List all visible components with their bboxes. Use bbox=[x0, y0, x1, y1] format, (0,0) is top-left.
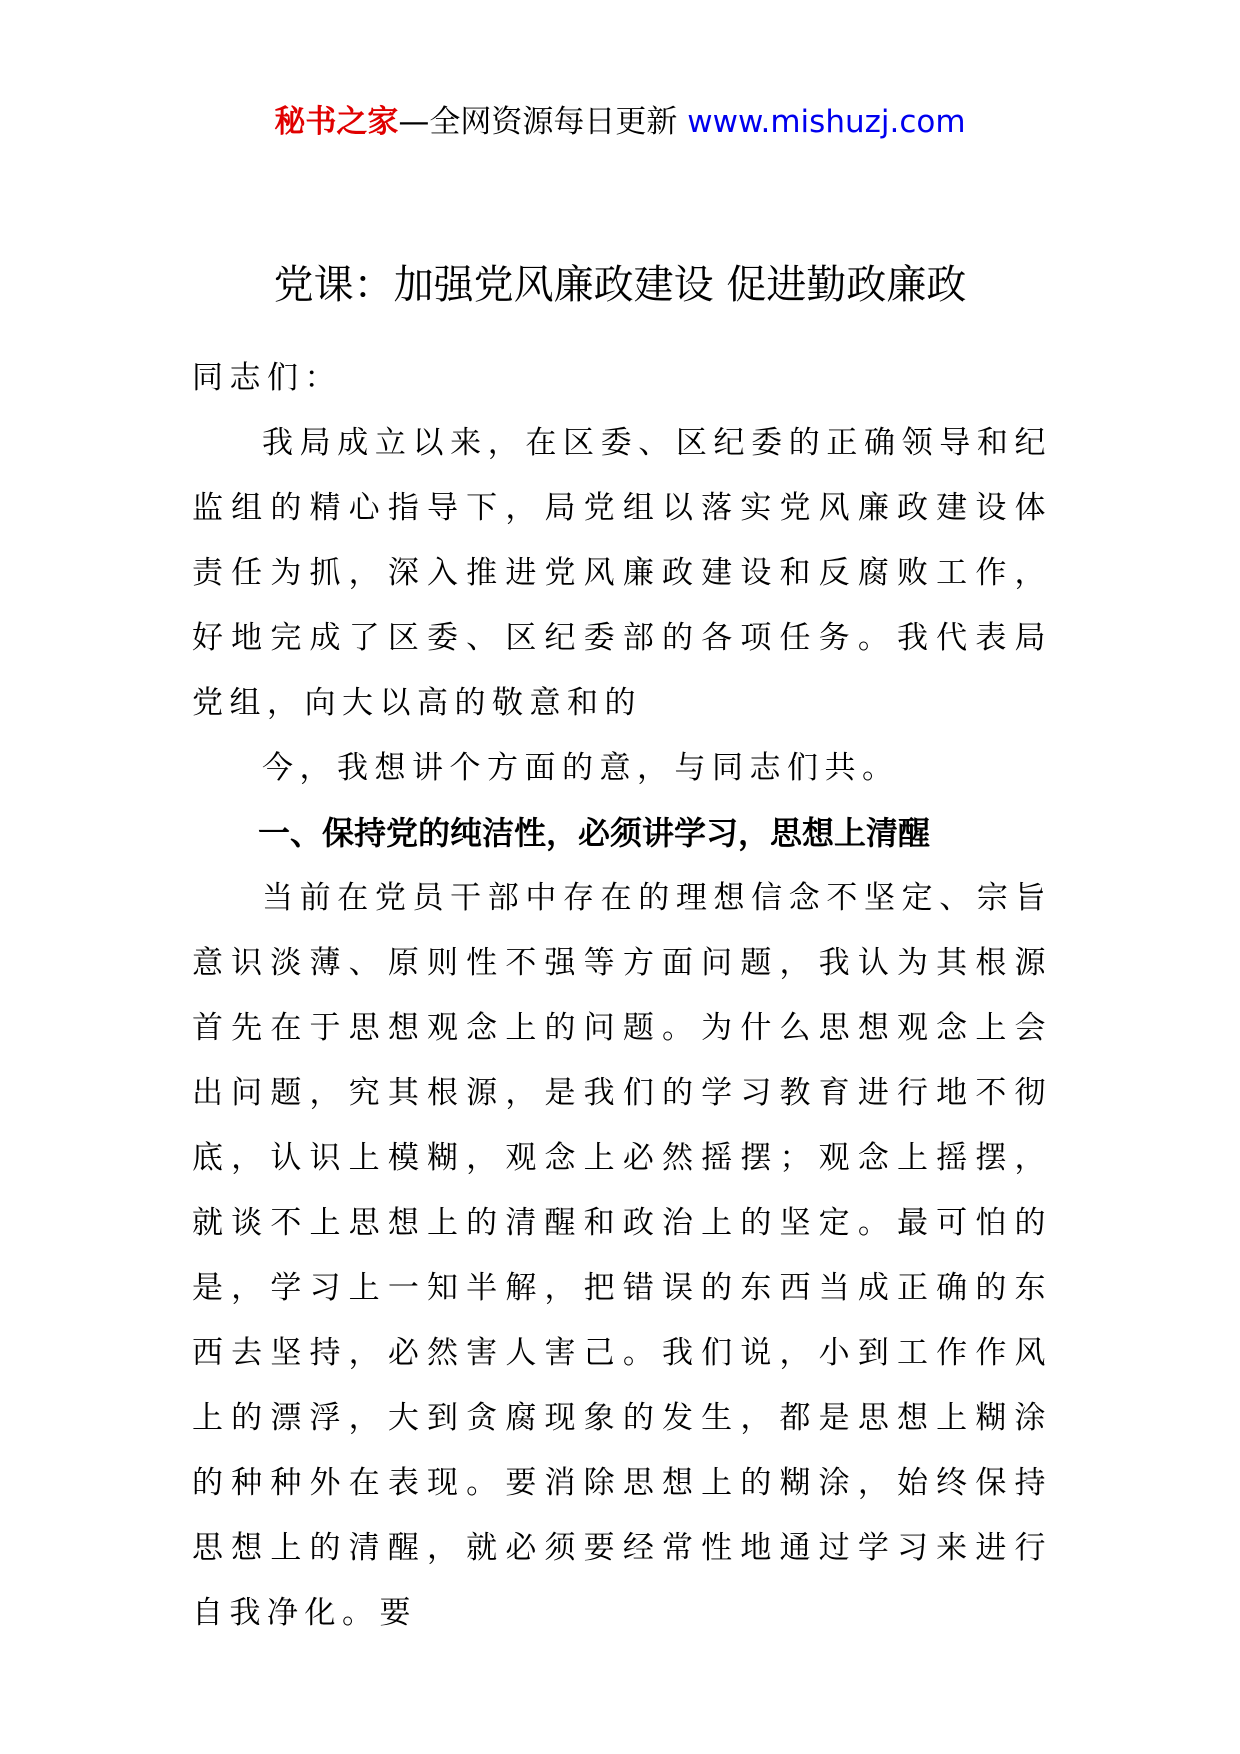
site-url-link[interactable]: www.mishuzj.com bbox=[687, 104, 966, 140]
document-body bbox=[192, 346, 1052, 1646]
site-brand: 秘书之家 bbox=[274, 104, 399, 140]
section-heading: 一、保持党的纯洁性，必须讲学习，思想上清醒 bbox=[258, 814, 931, 852]
body-paragraph: 今，我想讲个方面的意，与同志们共。 bbox=[262, 750, 900, 786]
body-paragraph: 我局成立以来，在区委、区纪委的正确领导和纪监组的精心指导下，局党组以落实党风廉政建设体责任为抓，深入推进党风廉政建设和反腐败工作，好地完成了区委、区纪委部的各项任务。我代表局党组，向大以高的敬意和的 bbox=[192, 425, 1052, 721]
site-header bbox=[0, 100, 1240, 144]
document-title: 党课：加强党风廉政建设 促进勤政廉政 bbox=[273, 262, 967, 308]
section-paragraph: 当前在党员干部中存在的理想信念不坚定、宗旨意识淡薄、原则性不强等方面问题，我认为其根源首先在于思想观念上的问题。为什么思想观念上会出问题，究其根源，是我们的学习教育进行地不彻底，认识上模糊，观念上必然摇摆；观念上摇摆，就谈不上思想上的清醒和政治上的坚定。最可怕的是，学习上一知半解，把错误的东西当成正确的东西去坚持，必然害人害己。我们说，小到工作作风上的漂浮，大到贪腐现象的发生，都是思想上糊涂的种种外在表现。要消除思想上的糊涂，始终保持思想上的清醒，就必须要经常性地通过学习来进行自我净化。要 bbox=[192, 880, 1052, 1631]
site-tagline: —全网资源每日更新 bbox=[398, 104, 678, 140]
greeting: 同志们： bbox=[192, 360, 342, 396]
